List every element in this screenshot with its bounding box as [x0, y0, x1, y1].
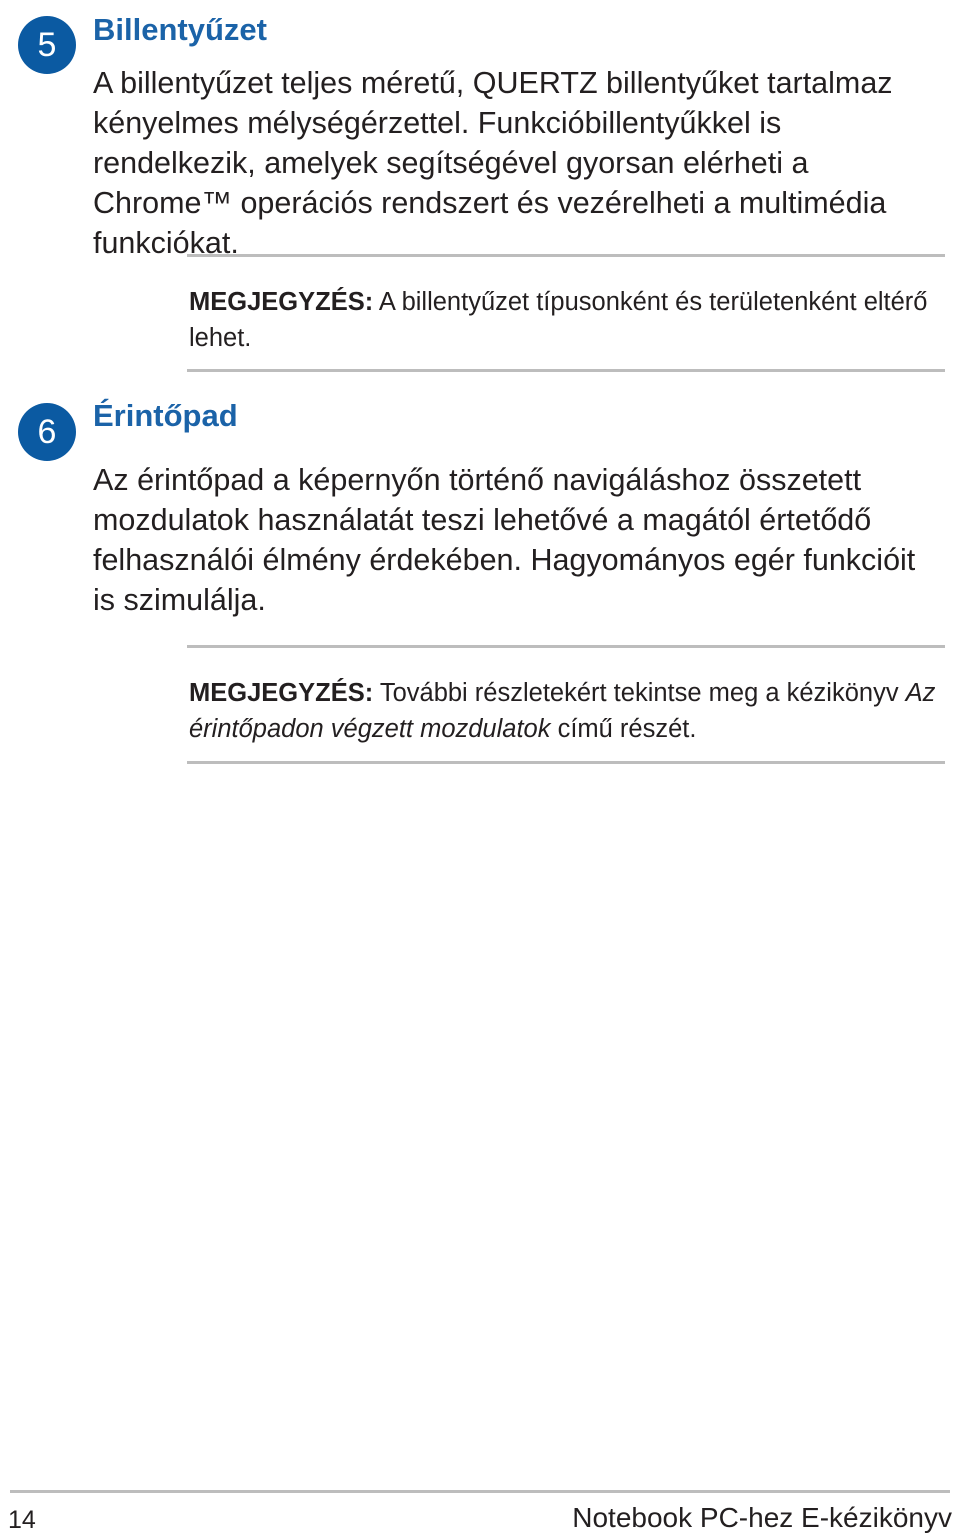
- footer-divider: [10, 1490, 950, 1493]
- note-label: MEGJEGYZÉS:: [189, 679, 374, 707]
- section-number-badge: 5: [18, 16, 76, 74]
- note-text: További részletekért tekintse meg a kézikönyv: [373, 679, 906, 707]
- section-title-keyboard: Billentyűzet: [93, 12, 267, 47]
- note-label: MEGJEGYZÉS:: [189, 288, 374, 316]
- note-box-keyboard: [187, 254, 945, 372]
- note-box-touchpad: [187, 645, 945, 764]
- footer-manual-title: Notebook PC-hez E-kézikönyv: [572, 1502, 952, 1533]
- page-number: 14: [8, 1506, 36, 1534]
- section-body-keyboard: A billentyűzet teljes méretű, QUERTZ billentyűket tartalmaz kényelmes mélységérzettel. Funkcióbillentyűkkel is rendelkezik, amelyek segítségével gyorsan elérheti a Chrome™ operációs rendszert és vezérelheti a multimédia funkciókat.: [93, 66, 893, 260]
- section-number-badge: 6: [18, 403, 76, 461]
- section-body-touchpad: Az érintőpad a képernyőn történő navigáláshoz összetett mozdulatok használatát teszi lehetővé a magától értetődő felhasználói élmény érdekében. Hagyományos egér funkcióit is szimulálja.: [93, 463, 916, 617]
- note-italic-reference: Az érintőpadon végzett mozdulatok: [189, 679, 936, 743]
- section-title-touchpad: Érintőpad: [93, 398, 238, 433]
- note-text: című részét.: [550, 715, 697, 743]
- note-text: A billentyűzet típusonként és területenként eltérő lehet.: [189, 288, 928, 352]
